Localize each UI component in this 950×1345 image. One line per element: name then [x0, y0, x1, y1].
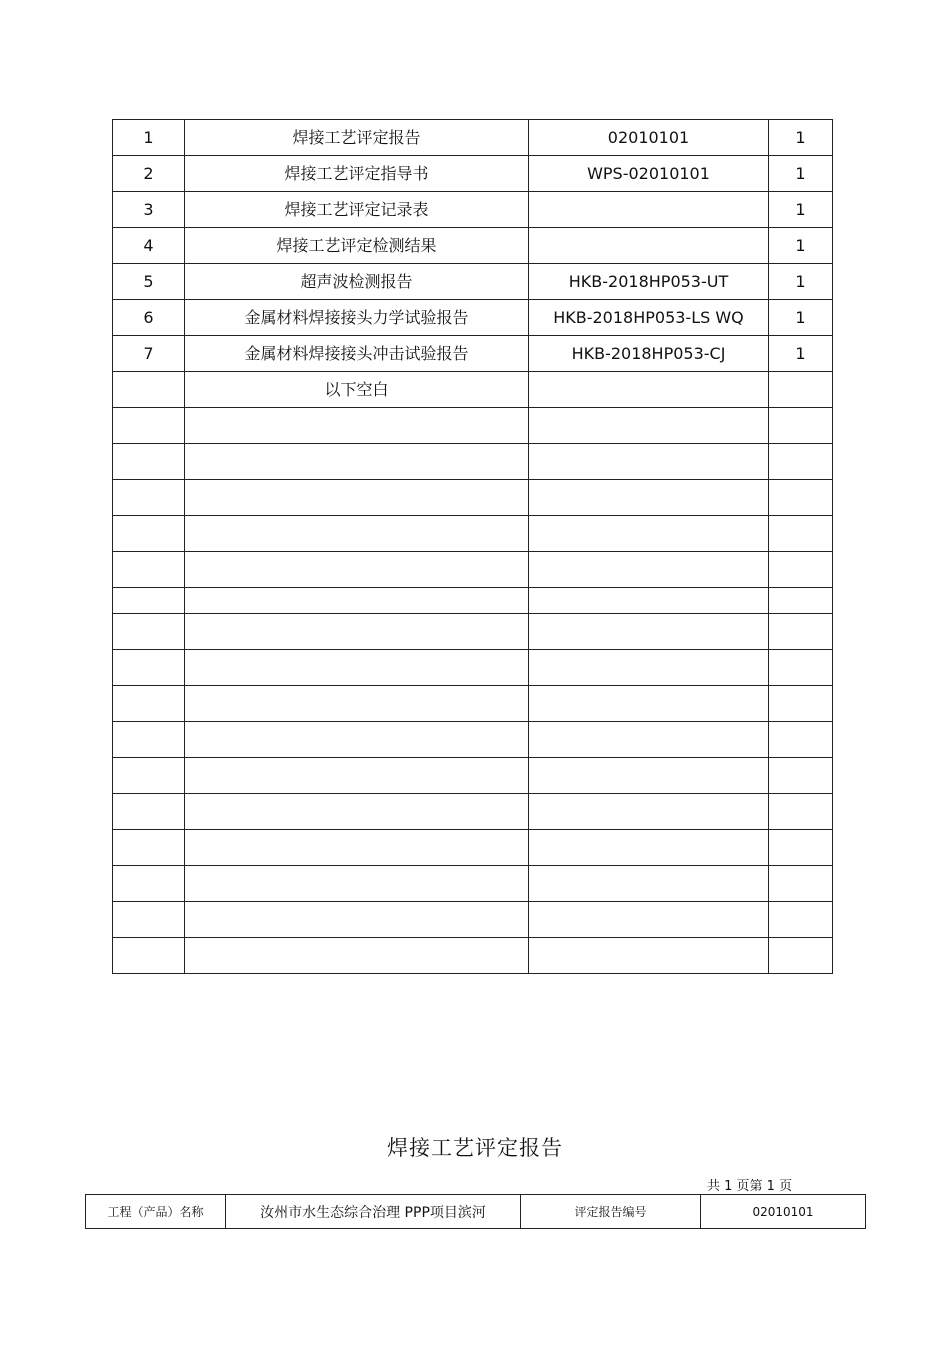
empty-cell	[185, 758, 529, 794]
empty-cell	[529, 614, 769, 650]
empty-cell	[113, 830, 185, 866]
document-name: 焊接工艺评定记录表	[185, 192, 529, 228]
table-row	[113, 300, 833, 336]
empty-cell	[529, 866, 769, 902]
document-code: HKB-2018HP053-UT	[529, 264, 769, 300]
empty-cell	[113, 722, 185, 758]
row-number: 2	[113, 156, 185, 192]
empty-cell	[113, 588, 185, 614]
empty-cell	[769, 866, 833, 902]
empty-row	[113, 902, 833, 938]
empty-cell	[185, 830, 529, 866]
empty-cell	[769, 902, 833, 938]
document-quantity: 1	[769, 120, 833, 156]
row-number: 4	[113, 228, 185, 264]
empty-cell	[529, 552, 769, 588]
document-index-table	[112, 119, 833, 974]
empty-cell	[769, 722, 833, 758]
empty-cell	[769, 408, 833, 444]
empty-row	[113, 650, 833, 686]
row-number: 1	[113, 120, 185, 156]
document-name: 焊接工艺评定报告	[185, 120, 529, 156]
project-name-label: 工程（产品）名称	[86, 1195, 226, 1229]
row-number: 7	[113, 336, 185, 372]
empty-cell	[113, 408, 185, 444]
document-code: WPS-02010101	[529, 156, 769, 192]
empty-row	[113, 938, 833, 974]
document-name: 焊接工艺评定指导书	[185, 156, 529, 192]
document-quantity: 1	[769, 300, 833, 336]
empty-row	[113, 758, 833, 794]
empty-cell	[113, 794, 185, 830]
empty-cell	[185, 588, 529, 614]
empty-row	[113, 480, 833, 516]
empty-cell	[769, 444, 833, 480]
empty-cell	[185, 902, 529, 938]
empty-cell	[769, 830, 833, 866]
document-code: 02010101	[529, 120, 769, 156]
document-code	[529, 192, 769, 228]
document-code	[529, 372, 769, 408]
empty-cell	[769, 480, 833, 516]
row-number: 5	[113, 264, 185, 300]
empty-cell	[113, 614, 185, 650]
empty-cell	[769, 516, 833, 552]
document-code	[529, 228, 769, 264]
document-quantity: 1	[769, 336, 833, 372]
empty-cell	[529, 516, 769, 552]
document-code: HKB-2018HP053-LS WQ	[529, 300, 769, 336]
empty-cell	[185, 866, 529, 902]
empty-cell	[113, 902, 185, 938]
empty-cell	[529, 902, 769, 938]
empty-cell	[769, 588, 833, 614]
empty-cell	[769, 552, 833, 588]
document-quantity: 1	[769, 228, 833, 264]
table-row	[113, 156, 833, 192]
empty-cell	[113, 480, 185, 516]
table-row	[113, 372, 833, 408]
empty-cell	[185, 686, 529, 722]
empty-cell	[185, 552, 529, 588]
empty-row	[113, 408, 833, 444]
empty-row	[113, 794, 833, 830]
empty-row	[113, 516, 833, 552]
empty-cell	[113, 516, 185, 552]
empty-cell	[113, 650, 185, 686]
empty-cell	[529, 480, 769, 516]
empty-cell	[769, 794, 833, 830]
row-number: 6	[113, 300, 185, 336]
document-code: HKB-2018HP053-CJ	[529, 336, 769, 372]
empty-cell	[529, 444, 769, 480]
empty-cell	[529, 794, 769, 830]
empty-row	[113, 444, 833, 480]
table-row	[113, 120, 833, 156]
empty-cell	[185, 650, 529, 686]
empty-cell	[529, 686, 769, 722]
empty-cell	[529, 758, 769, 794]
empty-cell	[185, 480, 529, 516]
empty-cell	[113, 938, 185, 974]
empty-cell	[113, 866, 185, 902]
document-name: 金属材料焊接接头力学试验报告	[185, 300, 529, 336]
document-quantity: 1	[769, 264, 833, 300]
project-name-value: 汝州市水生态综合治理 PPP项目滨河	[226, 1195, 521, 1229]
empty-cell	[113, 758, 185, 794]
report-number-label: 评定报告编号	[521, 1195, 701, 1229]
table-row	[113, 264, 833, 300]
empty-cell	[529, 722, 769, 758]
empty-cell	[529, 408, 769, 444]
empty-cell	[529, 588, 769, 614]
empty-cell	[185, 722, 529, 758]
table-row	[113, 192, 833, 228]
table-row	[86, 1195, 866, 1229]
empty-cell	[769, 758, 833, 794]
report-title: 焊接工艺评定报告	[387, 1136, 563, 1160]
document-name: 以下空白	[185, 372, 529, 408]
report-number-value: 02010101	[701, 1195, 866, 1229]
document-quantity: 1	[769, 192, 833, 228]
empty-cell	[185, 614, 529, 650]
page-count: 共 1 页第 1 页	[707, 1179, 793, 1194]
empty-cell	[769, 686, 833, 722]
document-name: 超声波检测报告	[185, 264, 529, 300]
document-name: 焊接工艺评定检测结果	[185, 228, 529, 264]
empty-cell	[113, 686, 185, 722]
empty-cell	[529, 830, 769, 866]
report-info-table	[85, 1194, 866, 1229]
empty-cell	[185, 444, 529, 480]
table-row	[113, 228, 833, 264]
table-row	[113, 336, 833, 372]
empty-row	[113, 830, 833, 866]
document-quantity: 1	[769, 156, 833, 192]
empty-cell	[529, 650, 769, 686]
document-quantity	[769, 372, 833, 408]
empty-cell	[769, 614, 833, 650]
row-number: 3	[113, 192, 185, 228]
empty-row	[113, 866, 833, 902]
empty-cell	[185, 516, 529, 552]
empty-cell	[769, 938, 833, 974]
empty-cell	[113, 444, 185, 480]
empty-row	[113, 614, 833, 650]
empty-cell	[185, 938, 529, 974]
document-name: 金属材料焊接接头冲击试验报告	[185, 336, 529, 372]
row-number	[113, 372, 185, 408]
empty-cell	[769, 650, 833, 686]
empty-cell	[529, 938, 769, 974]
empty-cell	[185, 408, 529, 444]
empty-cell	[113, 552, 185, 588]
empty-row	[113, 552, 833, 588]
empty-cell	[185, 794, 529, 830]
empty-row	[113, 722, 833, 758]
empty-row	[113, 588, 833, 614]
empty-row	[113, 686, 833, 722]
